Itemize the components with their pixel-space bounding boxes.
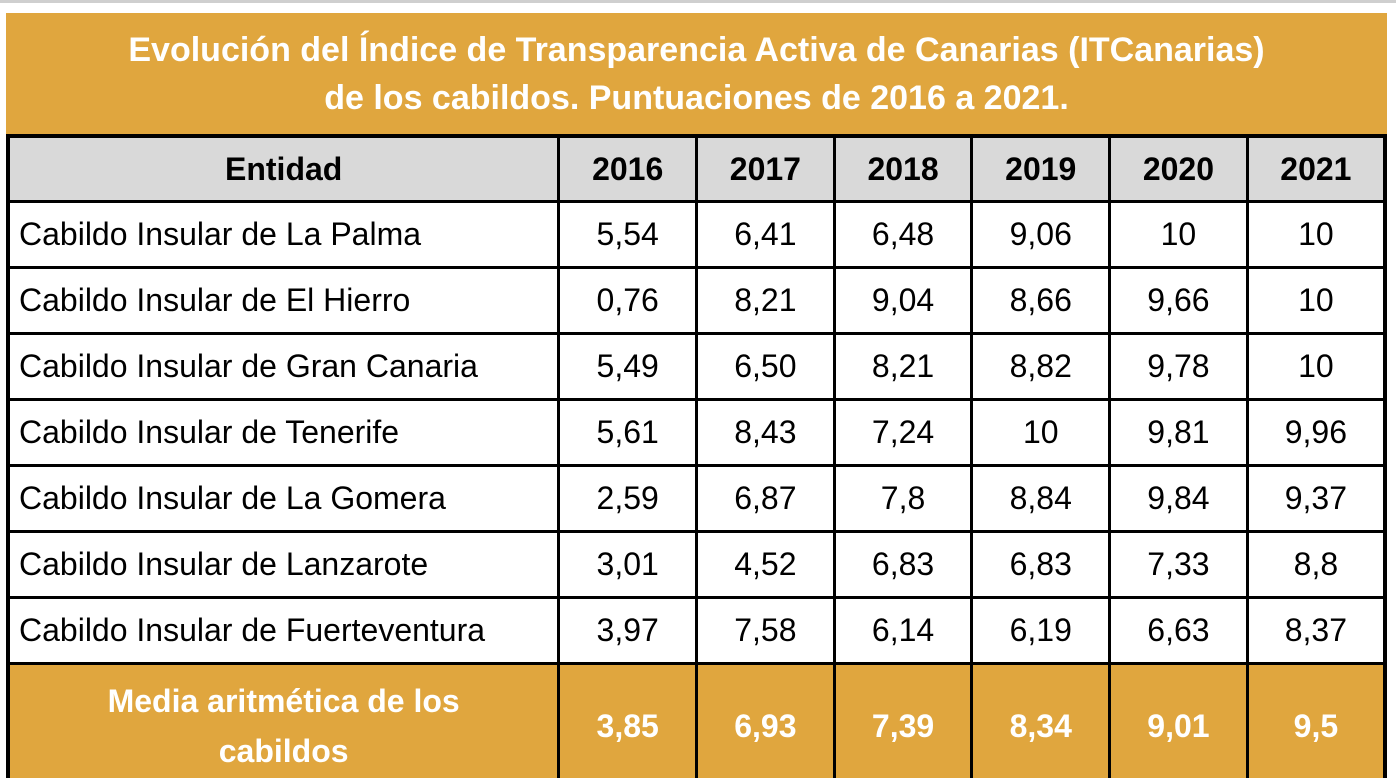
table-row: [8, 598, 1385, 664]
footer-label-cell: Media aritmética de los cabildos: [8, 664, 559, 778]
footer-score-cell: 9,01: [1110, 664, 1248, 778]
score-cell: 6,41: [697, 202, 835, 268]
score-cell: 8,82: [972, 334, 1110, 400]
entity-cell: Cabildo Insular de El Hierro: [8, 268, 559, 334]
score-cell: 6,48: [834, 202, 972, 268]
score-cell: 6,63: [1110, 598, 1248, 664]
score-cell: 10: [1247, 268, 1385, 334]
score-cell: 8,21: [697, 268, 835, 334]
score-cell: 9,96: [1247, 400, 1385, 466]
score-cell: 3,01: [559, 532, 697, 598]
header-row: [8, 136, 1385, 202]
score-cell: 5,54: [559, 202, 697, 268]
score-cell: 9,66: [1110, 268, 1248, 334]
score-cell: 6,83: [834, 532, 972, 598]
score-cell: 10: [1247, 202, 1385, 268]
column-header-2017: 2017: [697, 136, 835, 202]
score-cell: 8,66: [972, 268, 1110, 334]
score-cell: 6,14: [834, 598, 972, 664]
table-row: [8, 400, 1385, 466]
footer-score-cell: 7,39: [834, 664, 972, 778]
entity-cell: Cabildo Insular de Gran Canaria: [8, 334, 559, 400]
column-header-2016: 2016: [559, 136, 697, 202]
score-cell: 7,8: [834, 466, 972, 532]
entity-cell: Cabildo Insular de Fuerteventura: [8, 598, 559, 664]
score-cell: 7,58: [697, 598, 835, 664]
entity-cell: Cabildo Insular de Tenerife: [8, 400, 559, 466]
score-cell: 6,83: [972, 532, 1110, 598]
column-header-2018: 2018: [834, 136, 972, 202]
table-title-line-1: Evolución del Índice de Transparencia Activa de Canarias (ITCanarias): [128, 31, 1265, 69]
score-cell: 10: [1110, 202, 1248, 268]
score-cell: 9,78: [1110, 334, 1248, 400]
column-header-entidad: Entidad: [8, 136, 559, 202]
score-cell: 7,33: [1110, 532, 1248, 598]
score-cell: 9,37: [1247, 466, 1385, 532]
score-cell: 8,37: [1247, 598, 1385, 664]
score-cell: 5,49: [559, 334, 697, 400]
score-cell: 9,06: [972, 202, 1110, 268]
table-figure: [6, 13, 1387, 778]
score-cell: 10: [1247, 334, 1385, 400]
score-cell: 9,84: [1110, 466, 1248, 532]
entity-cell: Cabildo Insular de La Palma: [8, 202, 559, 268]
column-header-2021: 2021: [1247, 136, 1385, 202]
footer-score-cell: 3,85: [559, 664, 697, 778]
score-cell: 4,52: [697, 532, 835, 598]
table-row: [8, 334, 1385, 400]
screenshot-top-edge: [0, 0, 1396, 3]
column-header-2019: 2019: [972, 136, 1110, 202]
score-cell: 9,81: [1110, 400, 1248, 466]
table-title: [6, 13, 1387, 134]
score-cell: 0,76: [559, 268, 697, 334]
entity-cell: Cabildo Insular de Lanzarote: [8, 532, 559, 598]
table-row: [8, 268, 1385, 334]
score-cell: 2,59: [559, 466, 697, 532]
score-cell: 8,21: [834, 334, 972, 400]
table-title-line-2: de los cabildos. Puntuaciones de 2016 a 2021.: [324, 79, 1069, 117]
score-cell: 8,43: [697, 400, 835, 466]
score-cell: 3,97: [559, 598, 697, 664]
score-cell: 6,87: [697, 466, 835, 532]
score-cell: 6,19: [972, 598, 1110, 664]
footer-score-cell: 8,34: [972, 664, 1110, 778]
score-cell: 10: [972, 400, 1110, 466]
entity-cell: Cabildo Insular de La Gomera: [8, 466, 559, 532]
table-row: [8, 532, 1385, 598]
column-header-2020: 2020: [1110, 136, 1248, 202]
score-cell: 9,04: [834, 268, 972, 334]
footer-score-cell: 6,93: [697, 664, 835, 778]
table-row: [8, 466, 1385, 532]
score-cell: 8,8: [1247, 532, 1385, 598]
score-cell: 8,84: [972, 466, 1110, 532]
table-row: [8, 202, 1385, 268]
scores-table: [6, 134, 1387, 778]
footer-row: [8, 664, 1385, 778]
score-cell: 5,61: [559, 400, 697, 466]
score-cell: 6,50: [697, 334, 835, 400]
footer-score-cell: 9,5: [1247, 664, 1385, 778]
score-cell: 7,24: [834, 400, 972, 466]
